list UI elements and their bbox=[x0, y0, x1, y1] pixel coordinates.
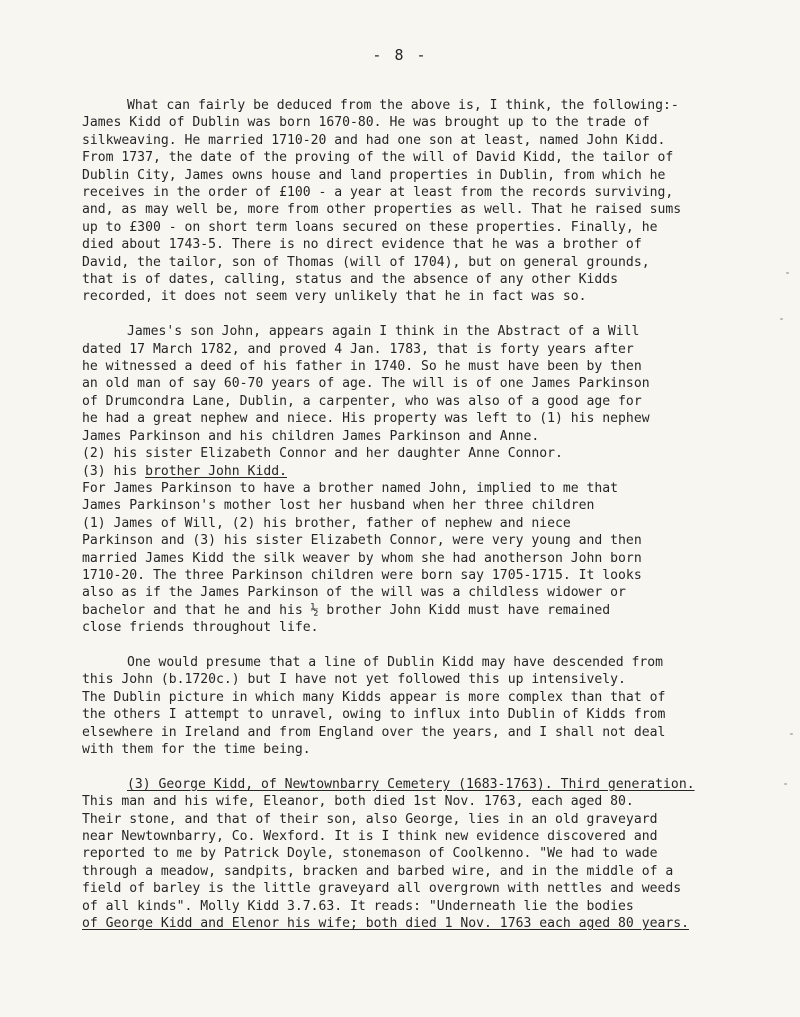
text-line: For James Parkinson to have a brother named John, implied to me that bbox=[82, 480, 619, 496]
text-line: What can fairly be deduced from the above is, I think, the following:- bbox=[127, 98, 679, 113]
paragraph-intro bbox=[82, 97, 772, 114]
text-line: This man and his wife, Eleanor, both died 1st Nov. 1763, each aged 80. bbox=[82, 794, 634, 810]
text-line: he witnessed a deed of his father in 1740. So he must have been by then bbox=[82, 359, 642, 375]
text-line: of all kinds". Molly Kidd 3.7.63. It reads: "Underneath lie the bodies bbox=[82, 898, 634, 914]
text-line: reported to me by Patrick Doyle, stonemason of Coolkenno. "We had to wade bbox=[82, 846, 658, 862]
text-line: died about 1743-5. There is no direct evidence that he was a brother of bbox=[82, 237, 642, 253]
text-line: (1) James of Will, (2) his brother, father of nephew and niece bbox=[82, 515, 571, 531]
paper-speck bbox=[784, 783, 787, 785]
text-line: The Dublin picture in which many Kidds appear is more complex than that of bbox=[82, 689, 666, 705]
paragraph-john-kidd bbox=[82, 323, 772, 636]
paragraph-james-kidd bbox=[82, 114, 772, 305]
text-line: and, as may well be, more from other properties as well. That he raised sums bbox=[82, 202, 682, 218]
text-line: receives in the order of £100 - a year at least from the records surviving, bbox=[82, 185, 674, 201]
text-line: James Kidd of Dublin was born 1670-80. He was brought up to the trade of bbox=[82, 115, 650, 131]
text-line: field of barley is the little graveyard all overgrown with nettles and weeds bbox=[82, 881, 682, 897]
document-body bbox=[82, 97, 772, 950]
text-line: an old man of say 60-70 years of age. The will is of one James Parkinson bbox=[82, 376, 650, 392]
text-line: he had a great nephew and niece. His property was left to (1) his nephew bbox=[82, 411, 650, 427]
text-line: James Parkinson's mother lost her husband when her three children bbox=[82, 498, 595, 514]
text-line: Dublin City, James owns house and land properties in Dublin, from which he bbox=[82, 167, 666, 183]
text-line: the others I attempt to unravel, owing to influx into Dublin of Kidds from bbox=[82, 707, 666, 723]
text-line: of Drumcondra Lane, Dublin, a carpenter, who was also of a good age for bbox=[82, 393, 642, 409]
text-line: One would presume that a line of Dublin Kidd may have descended from bbox=[127, 654, 664, 670]
text-line: David, the tailor, son of Thomas (will of 1704), but on general grounds, bbox=[82, 254, 650, 270]
paper-speck bbox=[780, 318, 783, 320]
text-line: with them for the time being. bbox=[82, 742, 311, 757]
text-line: also as if the James Parkinson of the will was a childless widower or bbox=[82, 585, 626, 601]
page-number: - 8 - bbox=[372, 46, 428, 64]
text-line-underlined: of George Kidd and Elenor his wife; both died 1 Nov. 1763 each aged 80 years. bbox=[82, 916, 689, 932]
text-line: married James Kidd the silk weaver by whom she had anotherson John born bbox=[82, 550, 642, 566]
text-line: James's son John, appears again I think in the Abstract of a Will bbox=[127, 324, 640, 340]
paper-speck bbox=[790, 733, 793, 735]
text-line: elsewhere in Ireland and from England over the years, and I shall not deal bbox=[82, 724, 666, 740]
paragraph-george-kidd bbox=[82, 776, 772, 933]
text-line: through a meadow, sandpits, bracken and barbed wire, and in the middle of a bbox=[82, 863, 674, 879]
text-line: close friends throughout life. bbox=[82, 620, 319, 636]
text-line: Parkinson and (3) his sister Elizabeth Connor, were very young and then bbox=[82, 533, 642, 549]
text-line: dated 17 March 1782, and proved 4 Jan. 1783, that is forty years after bbox=[82, 341, 634, 357]
section-heading: (3) George Kidd, of Newtownbarry Cemetery (1683-1763). Third generation. bbox=[127, 776, 695, 792]
underlined-phrase: brother John Kidd. bbox=[145, 463, 287, 479]
text-line: (2) his sister Elizabeth Connor and her daughter Anne Connor. bbox=[82, 446, 563, 462]
text-line: silkweaving. He married 1710-20 and had one son at least, named John Kidd. bbox=[82, 132, 666, 148]
text-line: Their stone, and that of their son, also George, lies in an old graveyard bbox=[82, 811, 658, 827]
paragraph-dublin-kidd bbox=[82, 654, 772, 758]
text-line: this John (b.1720c.) but I have not yet followed this up intensively. bbox=[82, 672, 626, 688]
text-line: 1710-20. The three Parkinson children were born say 1705-1715. It looks bbox=[82, 567, 642, 583]
text-line: that is of dates, calling, status and the absence of any other Kidds bbox=[82, 272, 619, 288]
text-line: near Newtownbarry, Co. Wexford. It is I think new evidence discovered and bbox=[82, 829, 658, 845]
text-line: recorded, it does not seem very unlikely that he in fact was so. bbox=[82, 289, 587, 305]
text-line: James Parkinson and his children James Parkinson and Anne. bbox=[82, 428, 540, 444]
paper-speck bbox=[786, 272, 789, 274]
text-line-underlined: (3) his brother John Kidd. bbox=[82, 463, 287, 479]
text-line: From 1737, the date of the proving of the will of David Kidd, the tailor of bbox=[82, 150, 674, 166]
text-line: bachelor and that he and his ½ brother John Kidd must have remained bbox=[82, 602, 611, 618]
text-line: up to £300 - on short term loans secured on these properties. Finally, he bbox=[82, 219, 658, 235]
